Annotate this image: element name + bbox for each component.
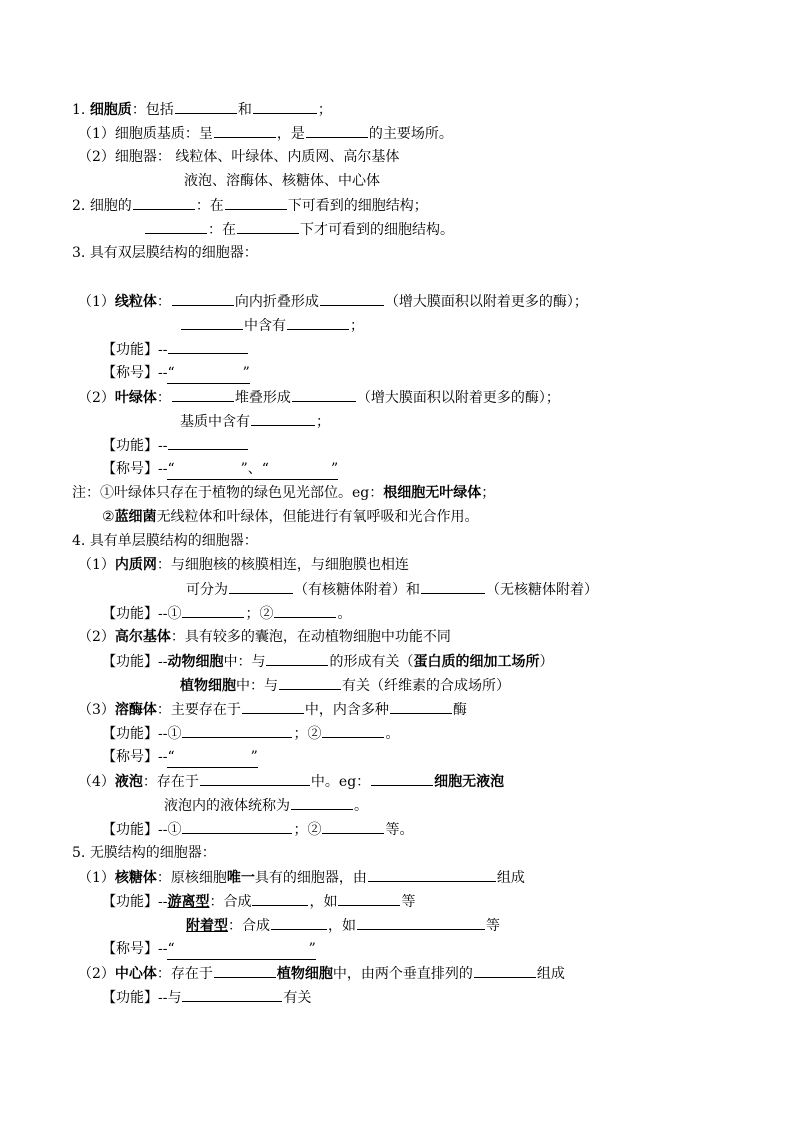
item-number: （1） bbox=[78, 294, 115, 310]
text: 的形成有关（ bbox=[329, 654, 414, 670]
chloroplast-line-2 bbox=[180, 411, 330, 431]
text: ：在 bbox=[208, 222, 236, 238]
emphasis: 蛋白质的细加工场所 bbox=[413, 654, 540, 670]
quote: ” bbox=[242, 365, 250, 381]
lysosome-function bbox=[102, 723, 399, 743]
er-line-2 bbox=[186, 579, 598, 599]
emphasis: 蓝细菌 bbox=[114, 509, 157, 525]
item-number: （2） bbox=[78, 390, 115, 406]
lysosome-title bbox=[102, 747, 258, 767]
blank[interactable] bbox=[320, 291, 384, 306]
item-number: （1） bbox=[78, 557, 115, 573]
section-4 bbox=[72, 531, 258, 551]
text: ：主要存在于 bbox=[156, 702, 241, 718]
text: ：合成 bbox=[228, 918, 270, 934]
text: 下才可看到的细胞结构。 bbox=[300, 222, 454, 238]
quote: ”、“ bbox=[240, 461, 269, 477]
organelle-name: 中心体 bbox=[114, 966, 157, 982]
item-number: （3） bbox=[78, 702, 115, 718]
function-label: 【功能】--与 bbox=[102, 990, 182, 1006]
section-3 bbox=[72, 243, 258, 263]
blank[interactable] bbox=[182, 723, 292, 738]
er-line-1 bbox=[78, 555, 409, 575]
blank[interactable] bbox=[182, 603, 244, 618]
item-number: （2） bbox=[78, 966, 115, 982]
text: 具有单层膜结构的细胞器： bbox=[89, 533, 258, 549]
blank[interactable] bbox=[145, 219, 207, 234]
blank[interactable] bbox=[253, 99, 317, 114]
text: （无核糖体附着） bbox=[486, 582, 598, 598]
blank[interactable] bbox=[175, 99, 237, 114]
quote: ” bbox=[308, 941, 316, 957]
text: 等 bbox=[486, 918, 500, 934]
text: 的主要场所。 bbox=[368, 126, 453, 142]
text: ：与细胞核的核膜相连，与细胞膜也相连 bbox=[156, 557, 409, 573]
blank[interactable] bbox=[214, 963, 276, 978]
blank[interactable] bbox=[225, 195, 287, 210]
title-label: 【称号】-- bbox=[102, 941, 168, 957]
vacuole-line-1 bbox=[78, 771, 504, 791]
blank[interactable] bbox=[274, 603, 336, 618]
section-heading: 细胞质 bbox=[89, 102, 132, 118]
section-number: 5. bbox=[72, 845, 86, 861]
chloroplast-title bbox=[102, 459, 338, 479]
text: （增大膜面积以附着更多的酶）； bbox=[356, 390, 560, 406]
blank[interactable] bbox=[214, 123, 276, 138]
title-label: 【称号】-- bbox=[102, 461, 168, 477]
section-1-1 bbox=[78, 123, 453, 143]
ribosome-title bbox=[102, 939, 316, 959]
item-number: （2） bbox=[78, 149, 115, 165]
vacuole-line-2 bbox=[164, 795, 368, 815]
mitochondria-title bbox=[102, 363, 250, 383]
blank[interactable] bbox=[338, 891, 400, 906]
section-2-cont bbox=[144, 219, 454, 239]
section-number: 2. bbox=[72, 198, 86, 214]
vacuole-function bbox=[102, 819, 413, 839]
text: 基质中含有 bbox=[180, 414, 250, 430]
blank[interactable] bbox=[237, 219, 299, 234]
emphasis: 根细胞无叶绿体 bbox=[383, 485, 482, 501]
text: 可分为 bbox=[186, 582, 228, 598]
text: ② bbox=[102, 509, 115, 525]
blank[interactable] bbox=[252, 891, 308, 906]
text: ：在 bbox=[195, 198, 224, 214]
text: 。 bbox=[354, 798, 368, 814]
golgi-function-plant bbox=[180, 675, 510, 695]
section-1 bbox=[72, 99, 332, 119]
item-number: （1） bbox=[78, 870, 115, 886]
text: 。 bbox=[385, 726, 400, 742]
section-number: 3. bbox=[72, 245, 86, 261]
section-number: 4. bbox=[72, 533, 86, 549]
text: ：合成 bbox=[209, 894, 252, 910]
text: 等。 bbox=[385, 822, 414, 838]
title-label: 【称号】-- bbox=[102, 749, 168, 765]
text: 液泡内的液体统称为 bbox=[164, 798, 290, 814]
note-line-1 bbox=[72, 483, 495, 503]
text: 细胞的 bbox=[89, 198, 132, 214]
blank[interactable] bbox=[306, 123, 368, 138]
chloroplast-function bbox=[102, 435, 249, 455]
lysosome-line-1 bbox=[78, 699, 467, 719]
blank[interactable] bbox=[292, 387, 356, 402]
centrosome-function bbox=[102, 987, 311, 1007]
item-number: （1） bbox=[78, 126, 115, 142]
text: ，如 bbox=[328, 918, 356, 934]
text: 。 bbox=[337, 606, 352, 622]
text: ； bbox=[317, 102, 332, 118]
organelle-name: 液泡 bbox=[114, 774, 143, 790]
text: 向内折叠形成 bbox=[234, 294, 319, 310]
blank[interactable] bbox=[474, 963, 536, 978]
text: ：原核细胞 bbox=[156, 870, 227, 886]
function-label: 【功能】--① bbox=[102, 726, 182, 742]
text: 细胞质基质：呈 bbox=[114, 126, 213, 142]
text: ：存在于 bbox=[142, 774, 199, 790]
emphasis: 细胞无液泡 bbox=[434, 774, 505, 790]
text: 注：①叶绿体只存在于植物的绿色见光部位。eg： bbox=[72, 485, 384, 501]
blank[interactable] bbox=[357, 915, 485, 930]
text: （增大膜面积以附着更多的酶）； bbox=[384, 294, 588, 310]
emphasis: 附着型 bbox=[186, 918, 228, 934]
quote: ” bbox=[250, 749, 258, 765]
text: 液泡、溶酶体、核糖体、中心体 bbox=[184, 173, 380, 189]
blank[interactable] bbox=[133, 195, 195, 210]
text: 中。eg： bbox=[310, 774, 371, 790]
text: ：包括 bbox=[131, 102, 174, 118]
text: 有关 bbox=[283, 990, 312, 1006]
function-label: 【功能】--① bbox=[102, 606, 182, 622]
text: 无线粒体和叶绿体，但能进行有氧呼吸和光合作用。 bbox=[156, 509, 479, 525]
text: 中：与 bbox=[223, 654, 266, 670]
text: ； bbox=[350, 318, 364, 334]
centrosome-line-1 bbox=[78, 963, 565, 983]
blank[interactable] bbox=[421, 579, 485, 594]
text: 酶 bbox=[452, 702, 467, 718]
text: 有关（纤维素的合成场所） bbox=[342, 678, 510, 694]
mitochondria-line-1 bbox=[78, 291, 588, 311]
quote: “ bbox=[167, 365, 175, 381]
text: ，是 bbox=[276, 126, 305, 142]
function-label: 【功能】-- bbox=[102, 438, 168, 454]
text: ：存在于 bbox=[156, 966, 213, 982]
text: 下可看到的细胞结构； bbox=[287, 198, 428, 214]
text: 中，内含多种 bbox=[304, 702, 389, 718]
er-function bbox=[102, 603, 351, 623]
text: 堆叠形成 bbox=[234, 390, 291, 406]
blank[interactable] bbox=[390, 699, 452, 714]
emphasis: 游离型 bbox=[167, 894, 210, 910]
text: ：具有较多的囊泡，在动植物细胞中功能不同 bbox=[170, 629, 451, 645]
section-2 bbox=[72, 195, 428, 215]
text: ；② bbox=[245, 606, 274, 622]
title-label: 【称号】-- bbox=[102, 365, 168, 381]
organelle-name: 叶绿体 bbox=[114, 390, 157, 406]
organelle-name: 核糖体 bbox=[114, 870, 157, 886]
quote: “ bbox=[167, 461, 175, 477]
organelle-name: 高尔基体 bbox=[114, 629, 171, 645]
quote: ” bbox=[330, 461, 339, 477]
title-blank[interactable] bbox=[167, 939, 315, 960]
organelle-name: 线粒体 bbox=[114, 294, 157, 310]
blank[interactable] bbox=[182, 987, 282, 1002]
text: ） bbox=[539, 654, 554, 670]
quote: “ bbox=[167, 941, 175, 957]
blank[interactable] bbox=[172, 291, 234, 306]
blank[interactable] bbox=[266, 651, 328, 666]
quote: “ bbox=[167, 749, 175, 765]
blank[interactable] bbox=[242, 699, 304, 714]
golgi-line-1 bbox=[78, 627, 451, 647]
blank[interactable] bbox=[291, 795, 353, 810]
chloroplast-line-1 bbox=[78, 387, 560, 407]
blank[interactable] bbox=[172, 387, 234, 402]
mitochondria-function bbox=[102, 339, 249, 359]
blank[interactable] bbox=[251, 411, 315, 426]
text: 组成 bbox=[536, 966, 565, 982]
ribosome-function-free bbox=[102, 891, 415, 911]
blank[interactable] bbox=[322, 819, 384, 834]
emphasis: 动物细胞 bbox=[167, 654, 224, 670]
title-blank[interactable] bbox=[167, 363, 249, 384]
text: 具有的细胞器，由 bbox=[254, 870, 367, 886]
golgi-function-animal bbox=[102, 651, 553, 671]
blank[interactable] bbox=[229, 579, 293, 594]
text: 无膜结构的细胞器： bbox=[89, 845, 216, 861]
blank[interactable] bbox=[287, 315, 349, 330]
blank[interactable] bbox=[368, 867, 496, 882]
text: ： bbox=[156, 390, 171, 406]
blank[interactable] bbox=[168, 339, 248, 354]
text: 中：与 bbox=[236, 678, 278, 694]
text: 具有双层膜结构的细胞器： bbox=[89, 245, 258, 261]
emphasis: 植物细胞 bbox=[276, 966, 333, 982]
mitochondria-line-2 bbox=[180, 315, 364, 335]
section-1-2-cont bbox=[184, 171, 380, 191]
title-blank[interactable] bbox=[167, 747, 257, 768]
text: （有核糖体附着）和 bbox=[294, 582, 420, 598]
text: ；② bbox=[293, 726, 322, 742]
text: ； bbox=[481, 485, 496, 501]
function-label: 【功能】-- bbox=[102, 894, 168, 910]
text: ； bbox=[316, 414, 330, 430]
blank[interactable] bbox=[371, 771, 433, 786]
text: 组成 bbox=[496, 870, 525, 886]
organelle-name: 溶酶体 bbox=[114, 702, 157, 718]
text: ： bbox=[156, 294, 171, 310]
emphasis: 唯一 bbox=[226, 870, 255, 886]
function-label: 【功能】--① bbox=[102, 822, 182, 838]
item-number: （4） bbox=[78, 774, 115, 790]
blank[interactable] bbox=[271, 915, 327, 930]
text: 等 bbox=[401, 894, 416, 910]
blank[interactable] bbox=[279, 675, 341, 690]
function-label: 【功能】-- bbox=[102, 342, 168, 358]
organelle-name: 内质网 bbox=[114, 557, 157, 573]
ribosome-function-attached bbox=[186, 915, 500, 935]
function-label: 【功能】-- bbox=[102, 654, 168, 670]
title-blank[interactable] bbox=[167, 459, 338, 480]
blank[interactable] bbox=[182, 819, 292, 834]
section-number: 1. bbox=[72, 102, 86, 118]
note-line-2 bbox=[102, 507, 479, 527]
blank[interactable] bbox=[200, 771, 310, 786]
section-5 bbox=[72, 843, 216, 863]
text: 中含有 bbox=[244, 318, 286, 334]
text: ；② bbox=[293, 822, 322, 838]
section-1-2 bbox=[78, 147, 399, 167]
blank[interactable] bbox=[181, 315, 243, 330]
text: 和 bbox=[237, 102, 252, 118]
blank[interactable] bbox=[168, 435, 248, 450]
item-number: （2） bbox=[78, 629, 115, 645]
text: 中，由两个垂直排列的 bbox=[332, 966, 473, 982]
text: 细胞器： 线粒体、叶绿体、内质网、高尔基体 bbox=[114, 149, 400, 165]
ribosome-line-1 bbox=[78, 867, 525, 887]
blank[interactable] bbox=[322, 723, 384, 738]
emphasis: 植物细胞 bbox=[180, 678, 236, 694]
text: ，如 bbox=[309, 894, 338, 910]
